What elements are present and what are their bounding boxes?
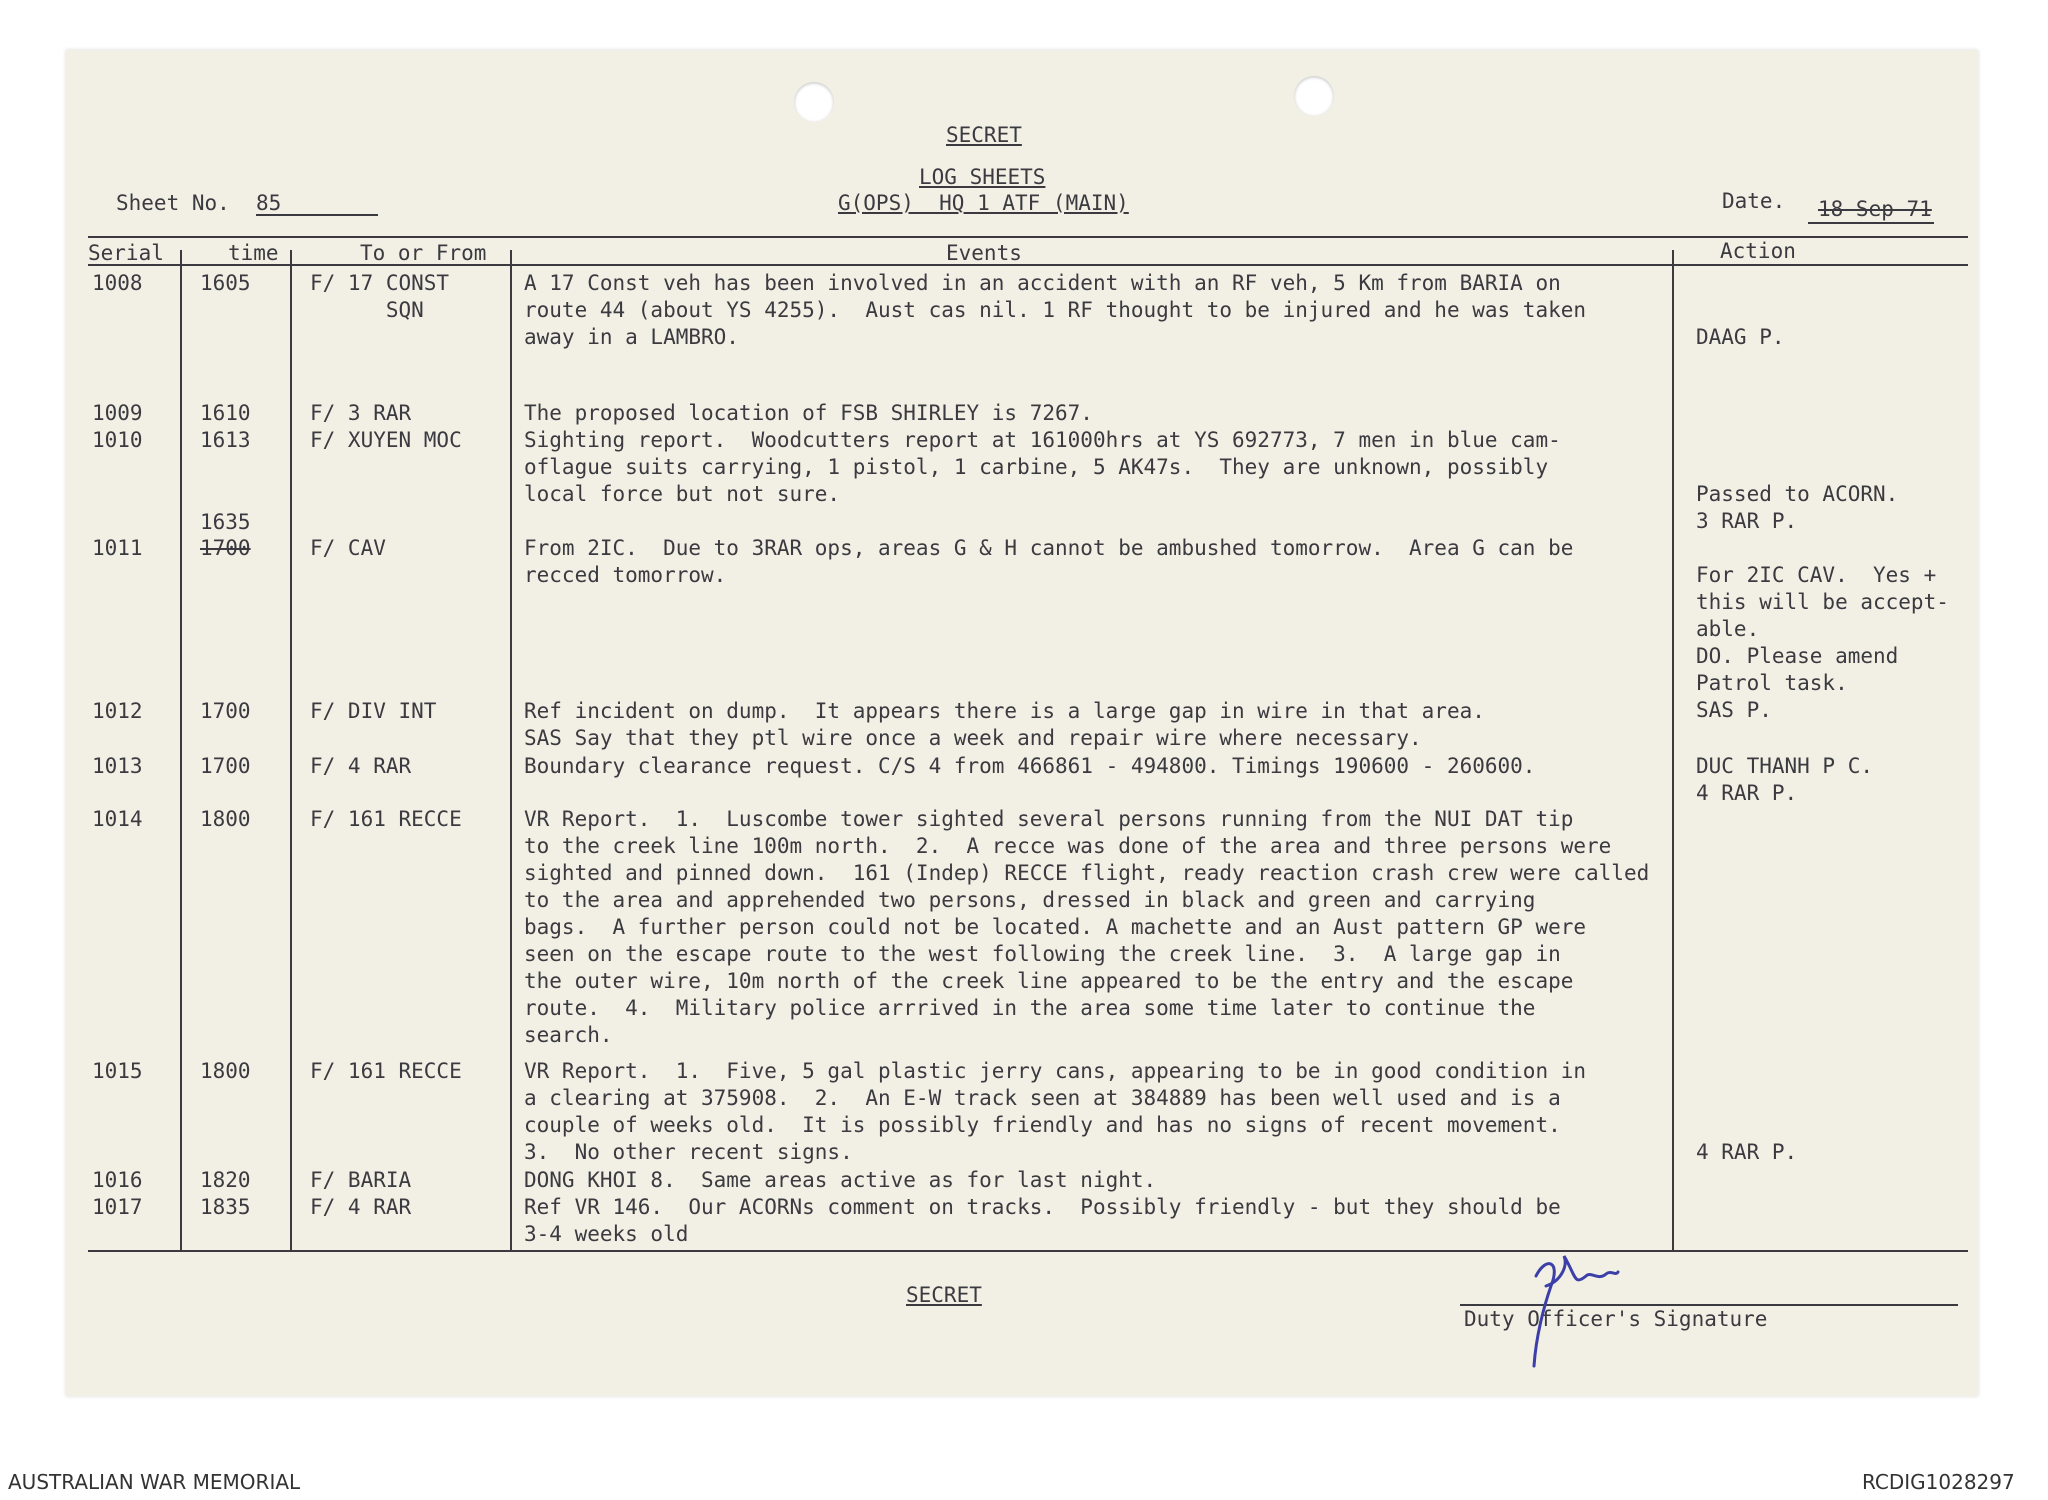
duty-officer-signature [1506,1246,1626,1376]
entry-serial: 1010 [92,428,143,452]
archive-watermark-right: RCDIG1028297 [1862,1470,2015,1494]
entry-events: Ref VR 146. Our ACORNs comment on tracks. Possibly friendly - but they should be 3-4 weeks old [524,1195,1561,1246]
date-label: Date. [1722,189,1786,213]
sheet-number-underline [256,214,378,216]
entry-action: For 2IC CAV. Yes + this will be accept- able. DO. Please amend Patrol task. SAS P. [1696,563,1949,722]
document-subtitle: G(OPS) HQ 1 ATF (MAIN) [838,191,1129,215]
sheet-number-value: 85 [256,191,282,215]
col-divider-1 [180,250,182,1250]
entry-time-struck: 1700 [200,536,251,560]
col-header-action: Action [1720,239,1796,263]
entry-serial: 1013 [92,754,143,778]
entry-action: Passed to ACORN. 3 RAR P. [1696,482,1899,533]
entry-serial: 1014 [92,807,143,831]
entry-action: DUC THANH P C. 4 RAR P. [1696,754,1874,805]
col-divider-2 [290,250,292,1250]
log-sheet-page [66,50,1978,1396]
punch-hole-left [794,82,834,122]
sheet-number-label: Sheet No. [116,191,230,215]
entry-serial: 1008 [92,271,143,295]
entry-to-from: F/ 161 RECCE [310,1059,462,1083]
entry-serial: 1016 [92,1168,143,1192]
col-header-to-from: To or From [360,241,487,265]
entry-to-from: F/ XUYEN MOC [310,428,462,452]
entry-events: Ref incident on dump. It appears there is a large gap in wire in that area. SAS Say that they ptl wire once a week and repair wire where necessary. [524,699,1485,750]
entry-to-from: F/ 3 RAR [310,401,412,425]
date-underline [1808,222,1934,224]
table-bottom-rule [88,1250,1968,1252]
classification-bottom: SECRET [906,1283,982,1307]
entry-to-from: F/ 4 RAR [310,1195,412,1219]
document-title: LOG SHEETS [919,165,1046,189]
entry-to-from: F/ DIV INT [310,699,437,723]
table-top-rule [88,236,1968,238]
signature-label: Duty Officer's Signature [1464,1307,1768,1331]
entry-events: A 17 Const veh has been involved in an accident with an RF veh, 5 Km from BARIA on route 44 (about YS 4255). Aust cas nil. 1 RF thought to be injured and he was taken away in a LAMBRO. [524,271,1587,349]
entry-events: Boundary clearance request. C/S 4 from 466861 - 494800. Timings 190600 - 260600. [524,754,1536,778]
entry-to-from: F/ 4 RAR [310,754,412,778]
archive-watermark-left: AUSTRALIAN WAR MEMORIAL [8,1470,301,1494]
entry-events: DONG KHOI 8. Same areas active as for last night. [524,1168,1157,1192]
entry-events: VR Report. 1. Five, 5 gal plastic jerry cans, appearing to be in good condition in a clearing at 375908. 2. An E-W track seen at 384889 has been well used and is a couple of weeks old. It is possibly friendly and has no signs of recent movement. 3. No other recent signs. [524,1059,1587,1164]
entry-to-from: F/ 161 RECCE [310,807,462,831]
entry-serial: 1009 [92,401,143,425]
entry-events: From 2IC. Due to 3RAR ops, areas G & H cannot be ambushed tomorrow. Area G can be recced tomorrow. [524,536,1574,587]
entry-serial: 1017 [92,1195,143,1219]
entry-to-from: F/ 17 CONST SQN [310,271,450,322]
punch-hole-right [1294,76,1334,116]
entry-time: 1820 [200,1168,251,1192]
entry-events: Sighting report. Woodcutters report at 161000hrs at YS 692773, 7 men in blue cam- oflague suits carrying, 1 pistol, 1 carbine, 5 AK47s. They are unknown, possibly local force but not sure. [524,428,1561,506]
entry-time-amended: 1635 [200,510,251,534]
entry-events: The proposed location of FSB SHIRLEY is 7267. [524,401,1093,425]
date-value: 18 Sep 71 [1818,197,1932,221]
col-header-serial: Serial [88,241,164,265]
entry-time: 1800 [200,1059,251,1083]
entry-action: 4 RAR P. [1696,1140,1798,1164]
entry-time: 1700 [200,754,251,778]
col-header-time: time [228,241,279,265]
entry-time: 1613 [200,428,251,452]
entry-to-from: F/ BARIA [310,1168,412,1192]
entry-to-from: F/ CAV [310,536,386,560]
classification-top: SECRET [946,123,1022,147]
entry-action: DAAG P. [1696,325,1785,349]
entry-time: 1835 [200,1195,251,1219]
entry-serial: 1015 [92,1059,143,1083]
entry-time: 1700 [200,699,251,723]
entry-time: 1605 [200,271,251,295]
entry-serial: 1011 [92,536,143,560]
col-header-events: Events [946,241,1022,265]
entry-time: 1610 [200,401,251,425]
entry-events: VR Report. 1. Luscombe tower sighted several persons running from the NUI DAT tip to the creek line 100m north. 2. A recce was done of the area and three persons were sighted and pinned down. 161 (Indep) RECCE flight, ready reaction crash crew were called to the area and apprehended two persons, dressed in black and green and carrying bags. A further person could not be located. A machette and an Aust pattern GP were seen on the escape route to the west following the creek line. 3. A large gap in the outer wire, 10m north of the creek line appeared to be the entry and the escape route. 4. Military police arrrived in the area some time later to continue the search. [524,807,1650,1047]
entry-time: 1800 [200,807,251,831]
col-divider-3 [510,250,512,1250]
entry-serial: 1012 [92,699,143,723]
